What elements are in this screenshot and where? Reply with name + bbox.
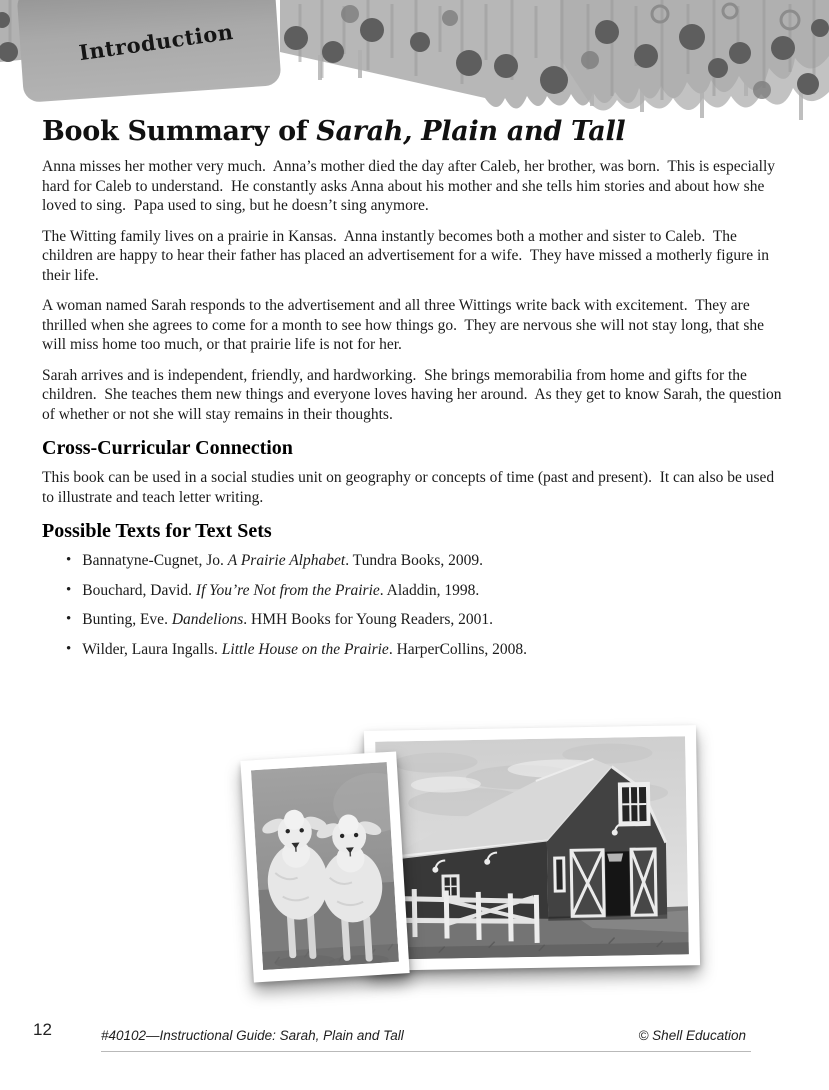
- item-book-title: A Prairie Alphabet: [227, 552, 346, 569]
- item-text: [82, 551, 483, 571]
- bullet-icon: •: [66, 640, 72, 657]
- item-book-title: Little House on the Prairie: [221, 640, 389, 658]
- page-title-prefix: Book Summary of: [42, 116, 317, 147]
- item-publisher: . Aladdin, 1998.: [379, 581, 480, 599]
- footer-publisher: © Shell Education: [638, 1028, 746, 1043]
- content-column: [42, 116, 790, 669]
- cross-curricular-text: This book can be used in a social studies unit on geography or concepts of time (past and present). It can also be used to illustrate and teach letter writing.: [42, 469, 779, 506]
- barn-photo-card: [364, 725, 700, 971]
- bullet-icon: •: [66, 552, 72, 568]
- summary-paragraph-1: Anna misses her mother very much. Anna’s mother died the day after Caleb, her brother, was born. This is especially hard for Caleb to understand. He constantly asks Anna about his mother and she tells him stories and about how she loved to sing. Papa used to sing, but he doesn’t sing anymore.: [42, 158, 779, 214]
- text-set-item-1: [66, 551, 790, 571]
- item-book-title: If You’re Not from the Prairie: [195, 581, 380, 599]
- footer-rule: [101, 1051, 751, 1052]
- item-book-title: Dandelions: [171, 611, 244, 628]
- bullet-icon: •: [66, 581, 72, 598]
- text-sets-list: [42, 551, 790, 659]
- sheep-photo-card: [240, 751, 409, 982]
- summary-paragraph-3: A woman named Sarah responds to the advertisement and all three Wittings write back with excitement. They are thrilled when she agrees to come for a month to see how things go. They are nervous she will not stay long, that she will miss home too much, or that prairie life is not for her.: [42, 297, 768, 353]
- section-heading-cross-curricular: Cross-Curricular Connection: [42, 437, 293, 459]
- item-publisher: . HarperCollins, 2008.: [388, 640, 528, 658]
- photo-collage: [0, 712, 829, 1027]
- summary-paragraph-2: The Witting family lives on a prairie in Kansas. Anna instantly becomes both a mother and sister to Caleb. The children are happy to hear their father has placed an advertisement for a wife. They have missed a motherly figure in their life.: [42, 227, 773, 284]
- page-title: [42, 116, 790, 147]
- text-set-item-2: [66, 581, 790, 601]
- item-author: Wilder, Laura Ingalls.: [82, 640, 222, 658]
- footer-book-code: #40102—Instructional Guide: Sarah, Plain and Tall: [101, 1028, 404, 1043]
- bullet-icon: •: [66, 611, 72, 627]
- book-title-em: Sarah, Plain and Tall: [316, 116, 626, 147]
- item-publisher: . HMH Books for Young Readers, 2001.: [243, 611, 494, 628]
- section-heading-text-sets: Possible Texts for Text Sets: [42, 520, 272, 542]
- intro-tab-label: Introduction: [77, 18, 235, 66]
- item-text: [82, 610, 493, 630]
- item-text: [82, 640, 527, 660]
- item-text: [82, 581, 479, 601]
- intro-tab: [16, 0, 281, 103]
- text-set-item-4: [66, 640, 790, 660]
- header-band: [0, 0, 829, 135]
- page-number: 12: [33, 1020, 52, 1039]
- item-author: Bunting, Eve.: [82, 611, 172, 628]
- summary-paragraph-4: Sarah arrives and is independent, friendly, and hardworking. She brings memorabilia from home and gifts for the children. She teaches them new things and everyone loves having her around. As they get to know Sarah, the question of whether or not she will stay remains in their thoughts.: [42, 366, 786, 423]
- item-publisher: . Tundra Books, 2009.: [345, 552, 483, 569]
- item-author: Bannatyne-Cugnet, Jo.: [82, 552, 228, 569]
- page-footer: [101, 1028, 746, 1043]
- item-author: Bouchard, David.: [82, 581, 196, 599]
- text-set-item-3: [66, 610, 790, 630]
- two-lambs-photo: [251, 762, 399, 970]
- barn-with-fence-photo: [375, 736, 689, 959]
